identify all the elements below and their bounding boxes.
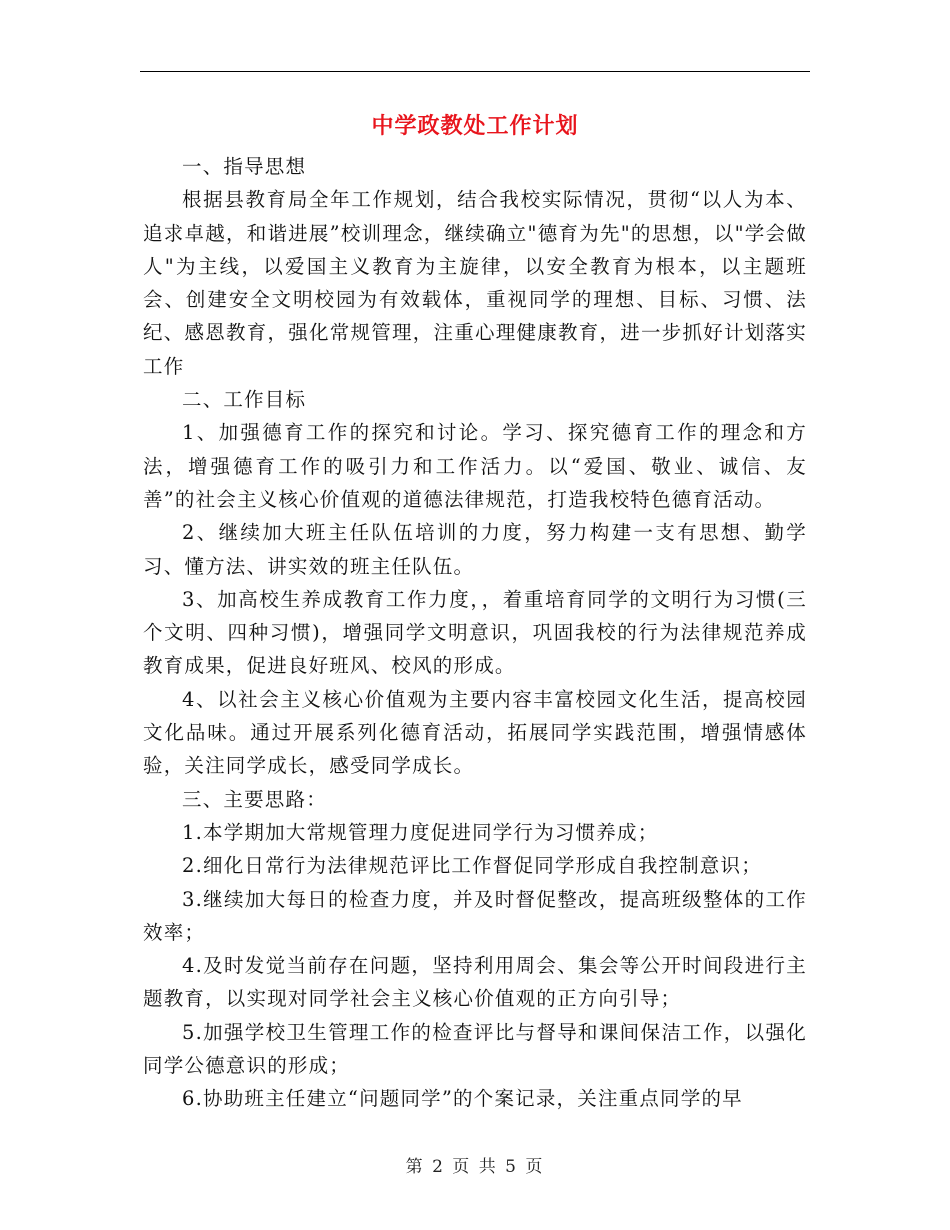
paragraph: 2、继续加大班主任队伍培训的力度，努力构建一支有思想、勤学习、懂方法、讲实效的班主任队伍。	[143, 521, 807, 578]
paragraph: 3、加高校生养成教育工作力度，，着重培育同学的文明行为习惯(三个文明、四种习惯)，增强同学文明意识，巩固我校的行为法律规范养成教育成果，促进良好班风、校风的形成。	[143, 587, 807, 678]
paragraph: 根据县教育局全年工作规划，结合我校实际情况，贯彻“以人为本、追求卓越，和谐进展”校训理念，继续确立"德育为先"的思想，以"学会做人"为主线，以爱国主义教育为主旋律，以安全教育为根本，以主题班会、创建安全文明校园为有效载体，重视同学的理想、目标、习惯、法纪、感恩教育，强化常规管理，注重心理健康教育，进一步抓好计划落实工作	[143, 188, 807, 378]
section-heading-main-ideas: 三、主要思路：	[182, 787, 327, 811]
list-item: 2.细化日常行为法律规范评比工作督促同学形成自我控制意识；	[182, 854, 762, 878]
section-heading-work-goals: 二、工作目标	[182, 388, 307, 412]
list-item: 4.及时发觉当前存在问题，坚持利用周会、集会等公开时间段进行主题教育，以实现对同学社会主义核心价值观的正方向引导；	[143, 954, 807, 1011]
list-item: 1.本学期加大常规管理力度促进同学行为习惯养成；	[182, 820, 659, 844]
document-body	[143, 150, 807, 1116]
list-item: 5.加强学校卫生管理工作的检查评比与督导和课间保洁工作，以强化同学公德意识的形成；	[143, 1020, 807, 1078]
page-number: 第 2 页 共 5 页	[405, 1157, 545, 1177]
list-item: 3.继续加大每日的检查力度，并及时督促整改，提高班级整体的工作效率；	[143, 887, 807, 944]
section-heading-guiding-ideology: 一、指导思想	[182, 155, 307, 178]
paragraph: 1、加强德育工作的探究和讨论。学习、探究德育工作的理念和方法，增强德育工作的吸引力和工作活力。以“爱国、敬业、诚信、友善”的社会主义核心价值观的道德法律规范，打造我校特色德育活动。	[143, 421, 807, 511]
header-rule	[140, 71, 810, 72]
document-title: 中学政教处工作计划	[371, 113, 579, 139]
list-item: 6.协助班主任建立“问题同学”的个案记录，关注重点同学的早	[182, 1087, 743, 1111]
page-footer	[0, 1152, 950, 1177]
paragraph: 4、以社会主义核心价值观为主要内容丰富校园文化生活，提高校园文化品味。通过开展系列化德育活动，拓展同学实践范围，增强情感体验，关注同学成长，感受同学成长。	[143, 687, 807, 778]
